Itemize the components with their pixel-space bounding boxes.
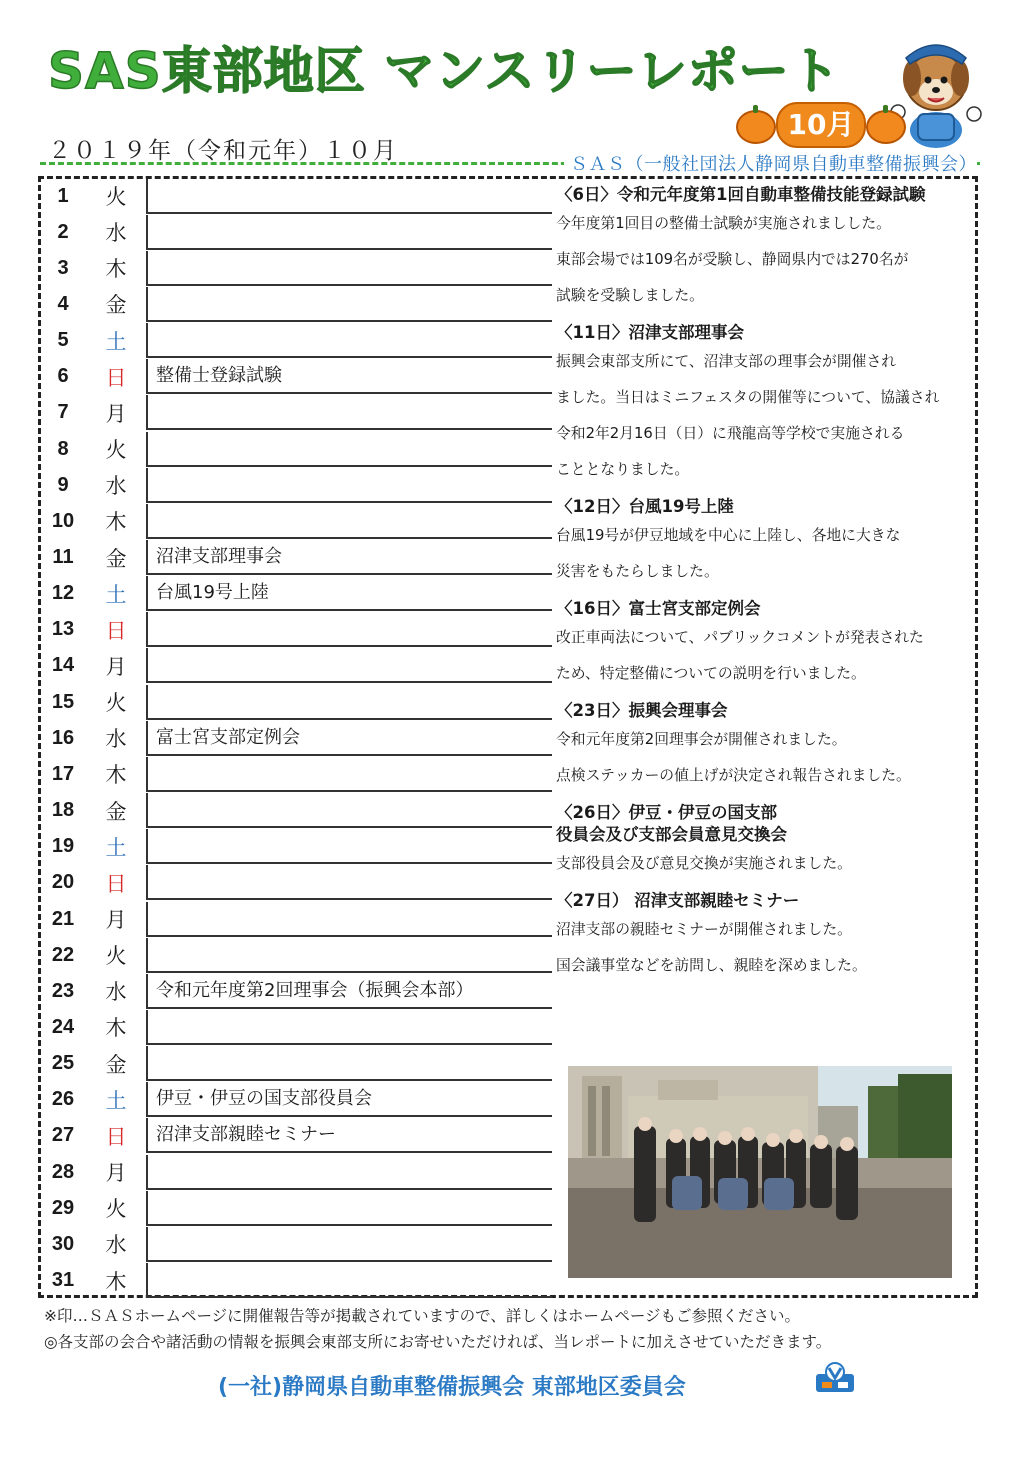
note-text: 振興会東部支所にて、沼津支部の理事会が開催され [556,353,897,370]
calendar-day-number: 1 [57,184,69,207]
note-text: ため、特定整備についての説明を行いました。 [556,665,866,682]
note-heading: 〈16日〉富士宮支部定例会 [556,599,761,618]
footnote-homepage: ※印…ＳＡＳホームページに開催報告等が掲載されていますので、詳しくはホームページもご参照ください。 [44,1307,801,1325]
calendar-event [146,757,552,792]
calendar-row [40,720,552,756]
group-photo [568,1066,952,1278]
note-heading: 〈27日） 沼津支部親睦セミナー [556,891,800,910]
calendar-event: 沼津支部親睦セミナー [146,1118,552,1153]
calendar-row [40,1190,552,1226]
calendar-day-number: 17 [51,762,75,785]
calendar-event [146,829,552,864]
note-heading: 〈6日〉令和元年度第1回自動車整備技能登録試験 [556,185,926,204]
calendar-weekday: 月 [105,654,127,679]
calendar-row [40,1154,552,1190]
calendar-event: 整備士登録試験 [146,359,552,394]
calendar-day-number: 5 [57,329,69,352]
calendar-weekday: 水 [105,474,127,499]
note-text: 台風19号が伊豆地域を中心に上陸し、各地に大きな [556,527,901,544]
month-badge [736,100,904,148]
calendar-weekday: 土 [105,835,127,860]
note-heading: 〈26日〉伊豆・伊豆の国支部 役員会及び支部会員意見交換会 [556,803,787,844]
calendar-event [146,938,552,973]
calendar-event [146,1155,552,1190]
calendar-day-number: 25 [51,1052,75,1075]
calendar-row [40,612,552,648]
calendar-table [40,178,552,1298]
calendar-row [40,684,552,720]
note-heading: 〈23日〉振興会理事会 [556,701,728,720]
calendar-weekday: 火 [105,185,127,209]
calendar-row [40,756,552,792]
calendar-weekday: 土 [105,329,127,354]
calendar-row [40,250,552,286]
note-text: 東部会場では109名が受験し、静岡県内では270名が [556,251,909,268]
calendar-day-number: 20 [51,871,75,894]
calendar-weekday: 日 [105,365,127,390]
calendar-event [146,1227,552,1262]
footnote-submissions: ◎各支部の会合や諸活動の情報を振興会東部支所にお寄せいただければ、当レポートに加えさせていただきます。 [44,1333,832,1351]
calendar-day-number: 21 [51,907,75,930]
calendar-row [40,865,552,901]
calendar-day-number: 7 [57,401,69,424]
calendar-weekday: 木 [105,1016,127,1041]
calendar-day-number: 14 [51,654,75,677]
organization-name: ＳＡＳ（一般社団法人静岡県自動車整備振興会） [564,150,977,176]
footer-organization: (一社)静岡県自動車整備振興会 東部地区委員会 [218,1375,686,1400]
calendar-event [146,865,552,900]
calendar-weekday: 金 [105,293,127,318]
calendar-day-number: 9 [57,473,69,496]
calendar-day-number: 4 [57,292,69,315]
calendar-weekday: 月 [105,908,127,932]
calendar-event [146,504,552,539]
calendar-day-number: 11 [52,546,74,568]
calendar-weekday: 水 [105,221,127,246]
calendar-weekday: 金 [105,546,127,571]
calendar-day-number: 28 [51,1160,75,1183]
calendar-weekday: 金 [105,799,127,824]
calendar-weekday: 木 [105,763,127,788]
calendar-day-number: 30 [51,1232,75,1255]
calendar-row [40,1226,552,1262]
note-text: 点検ステッカーの値上げが決定され報告されました。 [556,767,911,784]
calendar-day-number: 26 [51,1088,75,1111]
calendar-event [146,793,552,828]
calendar-weekday: 木 [105,257,127,282]
calendar-weekday: 月 [105,1161,127,1186]
note-text: 試験を受験しました。 [556,287,704,304]
calendar-event [146,395,552,430]
calendar-event [146,1046,552,1081]
calendar-event [146,468,552,503]
calendar-event: 令和元年度第2回理事会（振興会本部） [146,974,552,1009]
calendar-row [40,937,552,973]
calendar-day-number: 12 [51,582,75,605]
calendar-row [40,793,552,829]
calendar-event [146,1191,552,1226]
calendar-weekday: 水 [105,727,127,752]
calendar-row [40,540,552,576]
calendar-weekday: 金 [105,1052,127,1077]
calendar-weekday: 木 [105,510,127,535]
calendar-event [146,685,552,720]
calendar-day-number: 22 [51,943,75,966]
calendar-day-number: 19 [51,835,75,858]
note-text: 沼津支部の親睦セミナーが開催されました。 [556,921,852,938]
calendar-weekday: 火 [105,691,127,716]
calendar-row [40,901,552,937]
calendar-event: 富士宮支部定例会 [146,721,552,756]
calendar-day-number: 31 [51,1269,75,1291]
calendar-event [146,287,552,322]
calendar-row [40,323,552,359]
calendar-day-number: 10 [51,509,75,532]
calendar-weekday: 土 [105,1088,127,1113]
calendar-day-number: 24 [51,1015,75,1038]
calendar-day-number: 23 [51,979,75,1002]
calendar-event [146,612,552,647]
calendar-event [146,648,552,683]
calendar-day-number: 16 [51,726,75,749]
calendar-weekday: 日 [105,618,127,643]
calendar-weekday: 火 [105,1197,127,1222]
calendar-event [146,179,552,214]
calendar-row [40,395,552,431]
note-text: 支部役員会及び意見交換が実施されました。 [556,855,852,872]
note-text: ました。当日はミニフェスタの開催等について、協議され [556,389,940,406]
month-label: 10月 [776,102,866,148]
event-notes [556,180,976,992]
calendar-day-number: 29 [51,1196,75,1219]
association-logo-icon [814,1362,856,1394]
calendar-event: 伊豆・伊豆の国支部役員会 [146,1082,552,1117]
note-text: 令和元年度第2回理事会が開催されました。 [556,731,847,748]
calendar-weekday: 日 [105,871,127,896]
calendar-weekday: 木 [105,1269,127,1294]
calendar-day-number: 13 [51,618,75,641]
calendar-weekday: 火 [105,438,127,463]
note-text: 令和2年2月16日（日）に飛龍高等学校で実施される [556,425,905,442]
calendar-day-number: 6 [57,365,69,388]
note-text: こととなりました。 [556,461,690,478]
note-heading: 〈12日〉台風19号上陸 [556,497,734,516]
calendar-day-number: 15 [51,690,75,713]
note-text: 今年度第1回目の整備士試験が実施されましした。 [556,215,891,232]
note-text: 国会議事堂などを訪問し、親睦を深めました。 [556,957,867,974]
calendar-weekday: 火 [105,944,127,969]
calendar-row [40,178,552,214]
calendar-event [146,323,552,358]
note-text: 災害をもたらしました。 [556,563,719,580]
calendar-row [40,214,552,250]
calendar-day-number: 2 [57,220,69,243]
calendar-event [146,1010,552,1045]
calendar-row [40,1263,552,1299]
pumpkin-icon [736,110,776,144]
calendar-row [40,576,552,612]
pumpkin-icon [866,110,906,144]
calendar-weekday: 水 [105,1233,127,1258]
calendar-event [146,432,552,467]
calendar-row [40,1009,552,1045]
calendar-day-number: 27 [51,1124,75,1147]
calendar-weekday: 水 [105,980,127,1005]
calendar-day-number: 3 [57,256,69,279]
calendar-row [40,359,552,395]
note-heading: 〈11日〉沼津支部理事会 [556,323,744,342]
calendar-weekday: 日 [105,1124,127,1149]
report-title: SAS東部地区 マンスリーレポート [48,42,841,100]
calendar-row [40,503,552,539]
calendar-event: 台風19号上陸 [146,576,552,611]
calendar-row [40,286,552,322]
calendar-day-number: 18 [51,799,75,822]
calendar-row [40,1082,552,1118]
calendar-weekday: 月 [105,401,127,426]
calendar-event [146,1263,552,1298]
calendar-row [40,1118,552,1154]
calendar-row [40,648,552,684]
calendar-row [40,431,552,467]
calendar-row [40,973,552,1009]
calendar-event [146,251,552,286]
calendar-event: 沼津支部理事会 [146,540,552,575]
calendar-weekday: 土 [105,582,127,607]
calendar-event [146,902,552,937]
calendar-event [146,215,552,250]
calendar-day-number: 8 [57,437,69,460]
note-text: 改正車両法について、パブリックコメントが発表された [556,629,924,646]
report-date: ２０１９年（令和元年）１０月 [48,138,398,164]
calendar-row [40,467,552,503]
calendar-row [40,1046,552,1082]
calendar-row [40,829,552,865]
